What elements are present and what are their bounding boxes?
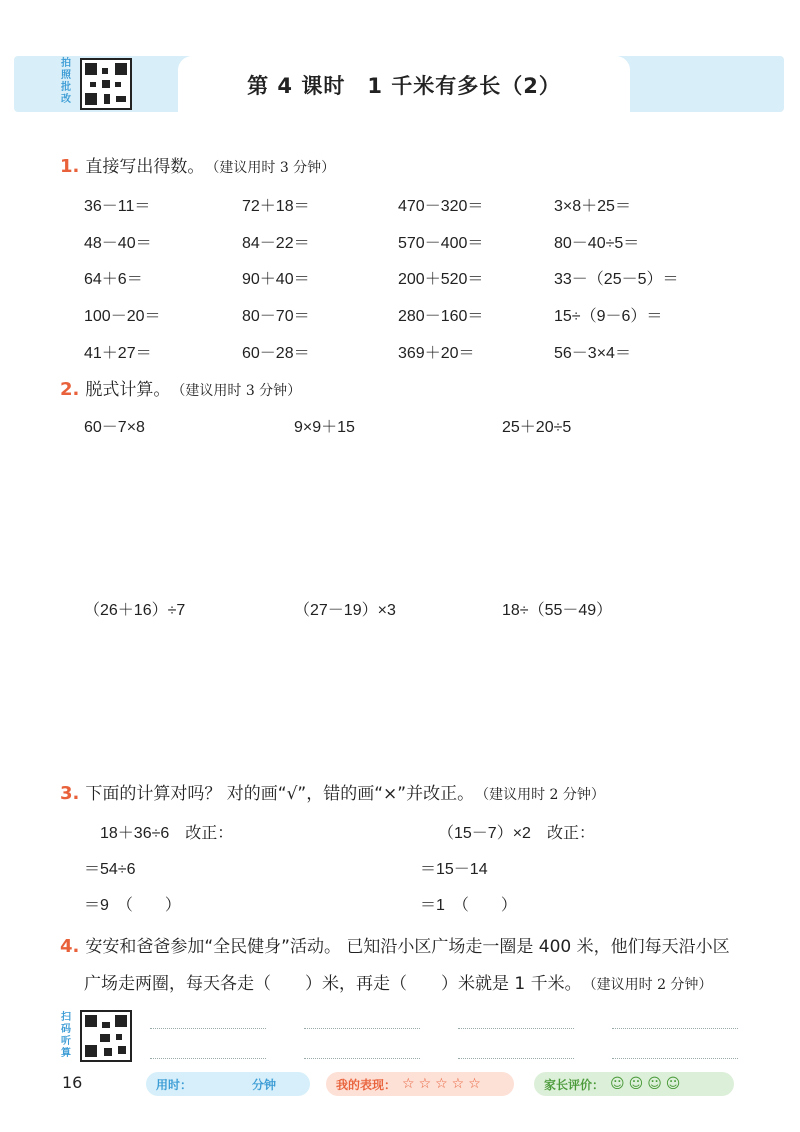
q1-item: 200＋520＝ bbox=[398, 271, 484, 288]
question-4-heading bbox=[60, 932, 730, 957]
q1-item: 470－320＝ bbox=[398, 198, 484, 215]
answer-line[interactable] bbox=[458, 1028, 574, 1029]
q1-item: 48－40＝ bbox=[84, 235, 152, 252]
q1-item: 33－（25－5）＝ bbox=[554, 271, 679, 288]
question-4-number: 4. bbox=[60, 936, 80, 957]
question-3-hint: （建议用时 2 分钟） bbox=[482, 787, 605, 803]
q1-item: 15÷（9－6）＝ bbox=[554, 308, 663, 325]
page-number: 16 bbox=[62, 1073, 83, 1092]
photo-grading-label: 拍照批改 bbox=[61, 58, 71, 105]
q1-item: 64＋6＝ bbox=[84, 271, 143, 288]
time-unit: 分钟 bbox=[252, 1077, 277, 1092]
q2-expression: 9×9＋15 bbox=[294, 419, 355, 436]
q1-item: 36－11＝ bbox=[84, 198, 151, 215]
answer-line[interactable] bbox=[612, 1058, 738, 1059]
q1-item: 280－160＝ bbox=[398, 308, 484, 325]
q3-left-line: ＝54÷6 bbox=[84, 861, 136, 878]
question-2-number: 2. bbox=[60, 379, 80, 400]
performance-label: 我的表现： bbox=[336, 1077, 397, 1092]
question-4-line2[interactable]: 广场走两圈，每天各走（ ）米，再走（ ）米就是 1 千米。 bbox=[84, 974, 582, 994]
q2-expression: 18÷（55－49） bbox=[502, 602, 613, 619]
q2-expression: 60－7×8 bbox=[84, 419, 145, 436]
q1-item: 80－40÷5＝ bbox=[554, 235, 640, 252]
q3-right-answer[interactable]: ＝1 （ ） bbox=[420, 897, 517, 914]
answer-line[interactable] bbox=[304, 1058, 420, 1059]
q3-left-line: 18＋36÷6 改正： bbox=[100, 825, 234, 842]
q1-item: 72＋18＝ bbox=[242, 198, 310, 215]
q3-right-line: （15－7）×2 改正： bbox=[438, 825, 595, 842]
time-used-pill bbox=[146, 1072, 310, 1096]
my-performance-pill bbox=[326, 1072, 514, 1096]
smiley-rating-icon[interactable]: ☺☺☺☺ bbox=[610, 1076, 685, 1092]
q1-item: 90＋40＝ bbox=[242, 271, 310, 288]
q2-expression: 25＋20÷5 bbox=[502, 419, 572, 436]
q1-item: 60－28＝ bbox=[242, 345, 310, 362]
q1-item: 84－22＝ bbox=[242, 235, 310, 252]
q2-expression: （27－19）×3 bbox=[294, 602, 396, 619]
question-1-text: 直接写出得数。 bbox=[85, 157, 205, 177]
q1-item: 56－3×4＝ bbox=[554, 345, 631, 362]
q1-item: 41＋27＝ bbox=[84, 345, 152, 362]
q1-item: 369＋20＝ bbox=[398, 345, 475, 362]
qr-code-icon[interactable] bbox=[80, 1010, 132, 1062]
question-2-text: 脱式计算。 bbox=[85, 380, 171, 400]
question-2-heading bbox=[60, 375, 301, 400]
question-3-heading bbox=[60, 779, 605, 804]
answer-line[interactable] bbox=[150, 1028, 266, 1029]
parent-evaluation-pill bbox=[534, 1072, 734, 1096]
question-4-hint: （建议用时 2 分钟） bbox=[589, 977, 713, 993]
time-label: 用时： bbox=[156, 1077, 193, 1092]
answer-line[interactable] bbox=[150, 1058, 266, 1059]
answer-line[interactable] bbox=[458, 1058, 574, 1059]
q1-item: 3×8＋25＝ bbox=[554, 198, 631, 215]
question-3-text: 下面的计算对吗？ 对的画“√”，错的画“×”并改正。 bbox=[85, 784, 475, 804]
q2-expression: （26＋16）÷7 bbox=[84, 602, 186, 619]
star-rating-icon[interactable]: ☆☆☆☆☆ bbox=[402, 1076, 485, 1092]
parent-label: 家长评价： bbox=[544, 1077, 605, 1092]
q3-left-answer[interactable]: ＝9 （ ） bbox=[84, 897, 181, 914]
question-4-line1: 安安和爸爸参加“全民健身”活动。 已知沿小区广场走一圈是 400 米，他们每天沿小区 bbox=[85, 937, 730, 957]
question-1-heading bbox=[60, 152, 335, 177]
q1-item: 80－70＝ bbox=[242, 308, 310, 325]
q1-item: 100－20＝ bbox=[84, 308, 161, 325]
page-title: 第 4 课时 1 千米有多长（2） bbox=[247, 74, 561, 98]
q3-right-line: ＝15－14 bbox=[420, 861, 488, 878]
question-4-line2-wrap bbox=[84, 969, 712, 994]
answer-line[interactable] bbox=[612, 1028, 738, 1029]
question-3-number: 3. bbox=[60, 783, 80, 804]
question-1-hint: （建议用时 3 分钟） bbox=[212, 160, 336, 176]
q1-item: 570－400＝ bbox=[398, 235, 484, 252]
question-2-hint: （建议用时 3 分钟） bbox=[178, 383, 302, 399]
answer-line[interactable] bbox=[304, 1028, 420, 1029]
question-1-number: 1. bbox=[60, 156, 80, 177]
scan-listen-label: 扫码听算 bbox=[61, 1012, 71, 1059]
qr-code-icon[interactable] bbox=[80, 58, 132, 110]
